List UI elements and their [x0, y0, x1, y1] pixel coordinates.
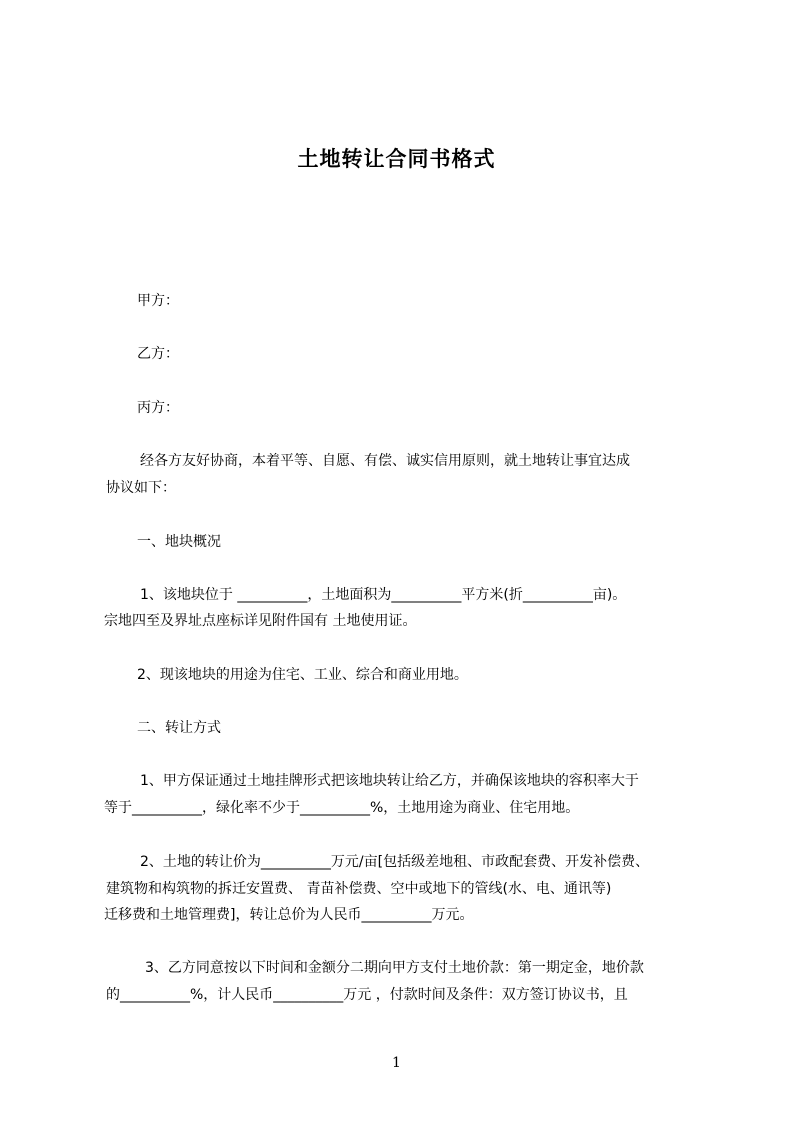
section-2-item-1-line-1: 1、甲方保证通过土地挂牌形式把该地块转让给乙方，并确保该地块的容积率大于: [140, 773, 639, 789]
section-2-item-1-line-2: 等于__________，绿化率不少于__________%，土地用途为商业、住宅用地。: [104, 800, 580, 816]
party-b-label: 乙方：: [137, 346, 179, 362]
section-2-item-3-line-2: 的__________%，计人民币__________万元 ，付款时间及条件：双方签订协议书，且: [106, 987, 628, 1003]
section-1-heading: 一、地块概况: [137, 534, 221, 550]
section-1-item-2: 2、现该地块的用途为住宅、工业、综合和商业用地。: [137, 667, 468, 683]
section-2-heading: 二、转让方式: [137, 720, 221, 736]
party-c-label: 丙方：: [137, 400, 179, 416]
section-2-item-2-line-1: 2、土地的转让价为__________万元/亩[包括级差地租、市政配套费、开发补偿费、: [140, 854, 650, 870]
party-a-label: 甲方：: [137, 293, 179, 309]
section-1-item-1-line-1: 1、该地块位于 __________，土地面积为__________平方米(折__________亩)。: [140, 587, 627, 603]
section-2-item-2-line-2: 建筑物和构筑物的拆迁安置费、 青苗补偿费、空中或地下的管线(水、电、通讯等): [106, 881, 612, 897]
section-2-item-3-line-1: 3、乙方同意按以下时间和金额分二期向甲方支付土地价款：第一期定金，地价款: [145, 960, 644, 976]
document-title: 土地转让合同书格式: [297, 147, 496, 171]
section-1-item-1-line-2: 宗地四至及界址点座标详见附件国有 土地使用证。: [104, 613, 417, 629]
intro-line-2: 协议如下：: [106, 480, 176, 496]
intro-line-1: 经各方友好协商，本着平等、自愿、有偿、诚实信用原则，就土地转让事宜达成: [140, 453, 630, 469]
page-number: 1: [392, 1055, 401, 1071]
section-2-item-2-line-3: 迁移费和土地管理费]，转让总价为人民币__________万元。: [104, 907, 474, 923]
